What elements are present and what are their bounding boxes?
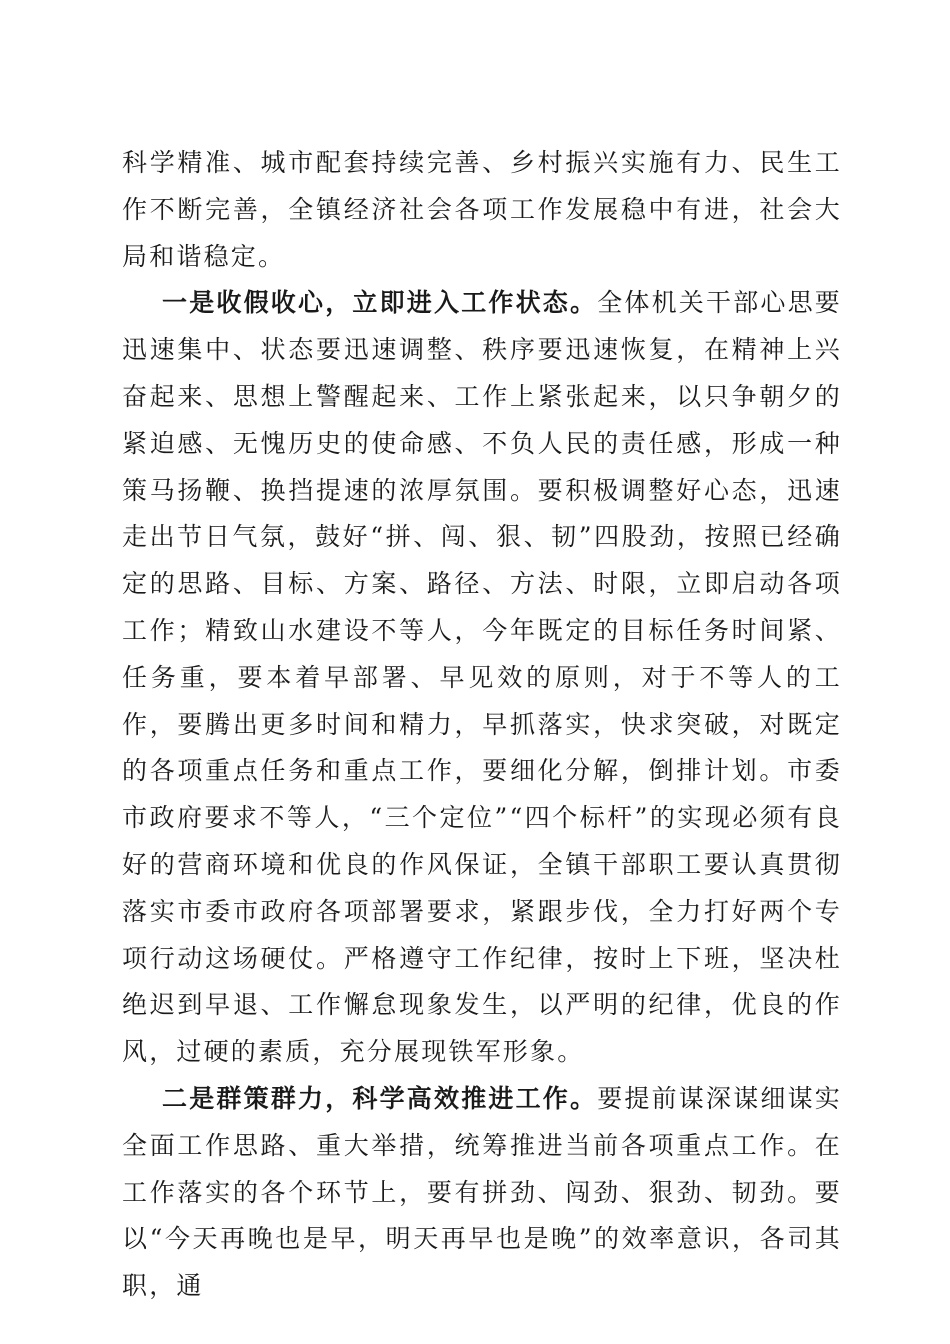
paragraph-heading: 一是收假收心，立即进入工作状态。 xyxy=(162,288,598,318)
paragraph-continuation xyxy=(122,140,842,280)
document-body xyxy=(122,140,842,1310)
paragraph-heading: 二是群策群力，科学高效推进工作。 xyxy=(162,1083,598,1113)
paragraph-text: 全体机关干部心思要迅速集中、状态要迅速调整、秩序要迅速恢复，在精神上兴奋起来、思想上警醒起来、工作上紧张起来，以只争朝夕的紧迫感、无愧历史的使命感、不负人民的责任感，形成一种策马扬鞭、换挡提速的浓厚氛围。要积极调整好心态，迅速走出节日气氛，鼓好“拼、闯、狠、韧”四股劲，按照已经确定的思路、目标、方案、路径、方法、时限，立即启动各项工作；精致山水建设不等人，今年既定的目标任务时间紧、任务重，要本着早部署、早见效的原则，对于不等人的工作，要腾出更多时间和精力，早抓落实，快求突破，对既定的各项重点任务和重点工作，要细化分解，倒排计划。市委市政府要求不等人，“三个定位”“四个标杆”的实现必须有良好的营商环境和优良的作风保证，全镇干部职工要认真贯彻落实市委市政府各项部署要求，紧跟步伐，全力打好两个专项行动这场硬仗。严格遵守工作纪律，按时上下班，坚决杜绝迟到早退、工作懈怠现象发生，以严明的纪律，优良的作风，过硬的素质，充分展现铁军形象。 xyxy=(122,288,843,1067)
paragraph-point-two xyxy=(122,1076,842,1310)
paragraph-text: 要提前谋深谋细谋实全面工作思路、重大举措，统筹推进当前各项重点工作。在工作落实的各个环节上，要有拼劲、闯劲、狠劲、韧劲。要以“今天再晚也是早，明天再早也是晚”的效率意识，各司其职，通 xyxy=(122,1083,843,1301)
paragraph-text: 科学精准、城市配套持续完善、乡村振兴实施有力、民生工作不断完善，全镇经济社会各项工作发展稳中有进，社会大局和谐稳定。 xyxy=(122,148,842,271)
paragraph-point-one xyxy=(122,280,842,1076)
